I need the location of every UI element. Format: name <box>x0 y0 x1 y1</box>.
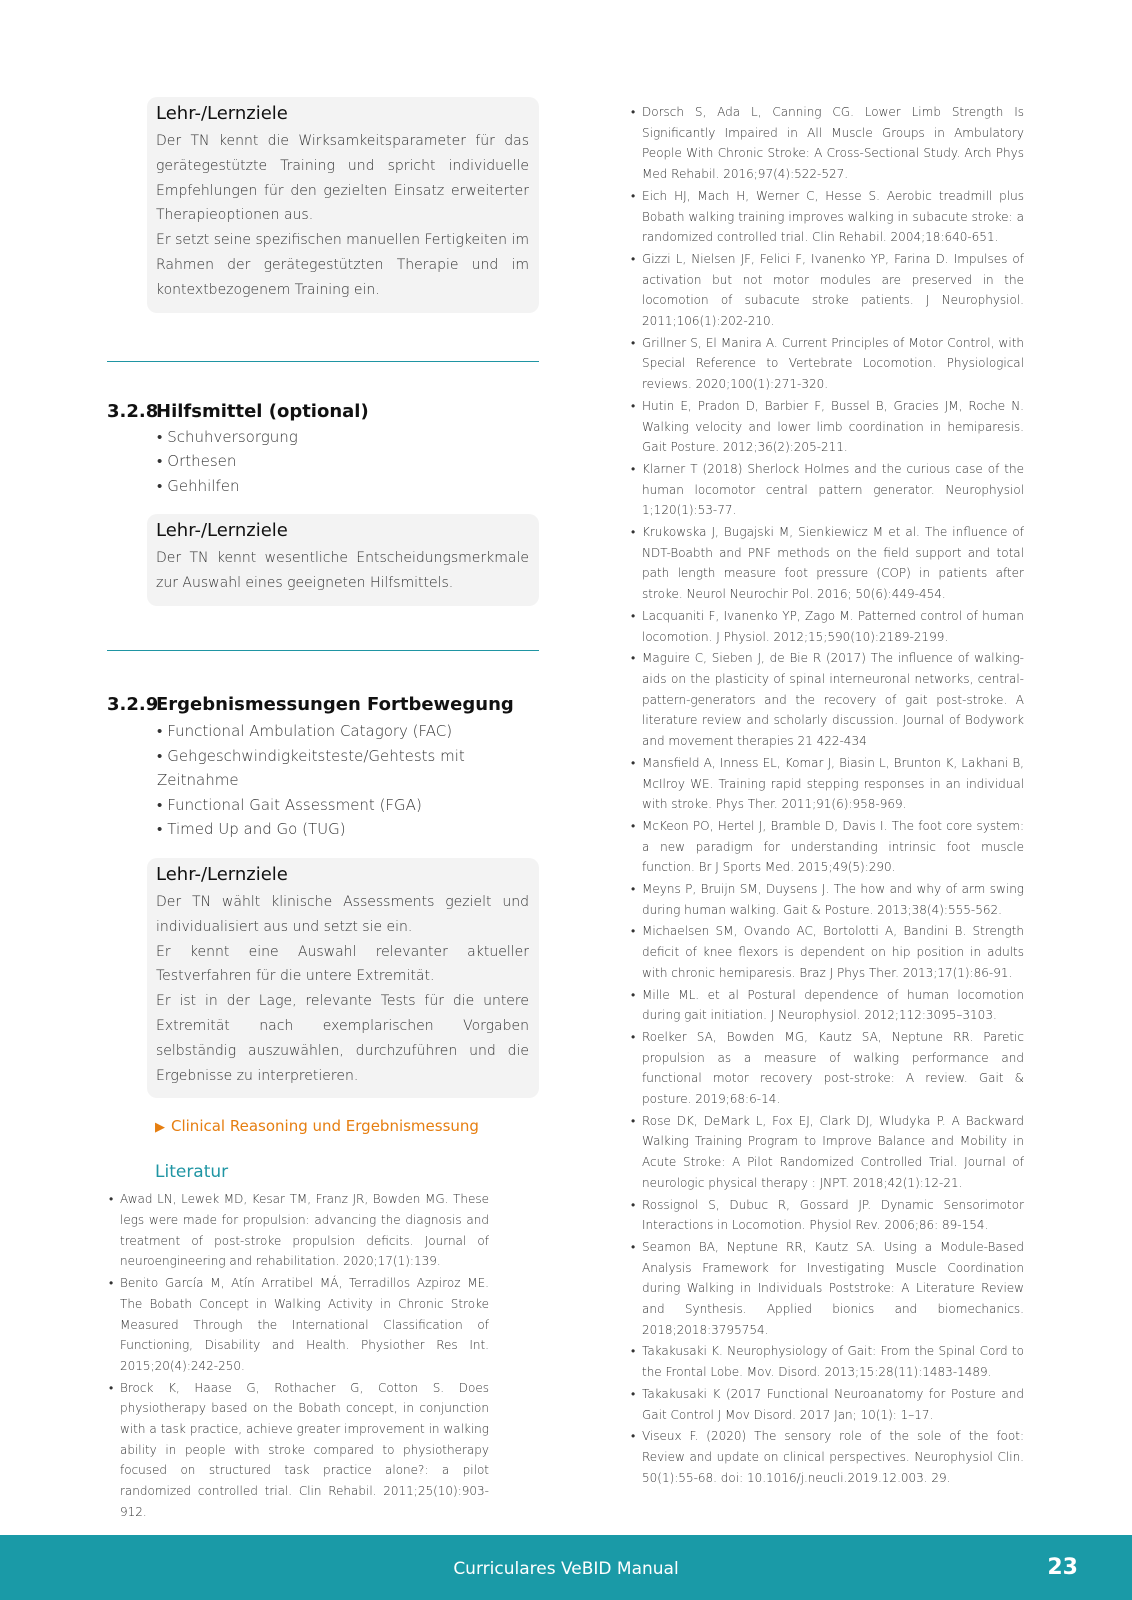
reference-item: • Michaelsen SM, Ovando AC, Bortolotti A, Bandini B. Strength deficit of knee flexors is dependent on hip position in adults with chronic hemiparesis. Braz J Phys Ther. 2013;17(1):86-91. <box>629 921 1024 983</box>
box-paragraph: Der TN kennt die Wirksamkeitsparameter für das gerätegestützte Training und spricht individuelle Empfehlungen für den gezielten Einsatz erweiterter Therapieoptionen aus. <box>156 133 529 224</box>
page-number: 23 <box>1047 1555 1078 1580</box>
reference-item: • Lacquaniti F, Ivanenko YP, Zago M. Patterned control of human locomotion. J Physiol. 2012;15;590(10):2189-2199. <box>629 606 1024 647</box>
box-paragraph: Der TN kennt wesentliche Entscheidungsmerkmale zur Auswahl eines geeigneten Hilfsmittels. <box>156 550 529 592</box>
section-heading-3-2-9 <box>107 693 539 717</box>
reference-item: • Krukowska J, Bugajski M, Sienkiewicz M et al. The influence of NDT-Boabth and PNF methods on the field support and total path length measure foot pressure (COP) in patients after stroke. Neurol Neurochir Pol. 2016; 50(6):449-454. <box>629 522 1024 605</box>
list-item: • Functional Ambulation Catagory (FAC) <box>157 719 539 744</box>
section-number: 3.2.8 <box>107 400 159 422</box>
reference-item: • Benito García M, Atín Arratibel MÁ, Terradillos Azpiroz ME. The Bobath Concept in Walking Activity in Chronic Stroke Measured Through the International Classification of Functioning, Disability and Health. Physiother Res Int. 2015;20(4):242-250. <box>107 1273 489 1377</box>
box-title: Lehr-/Lernziele <box>156 863 288 885</box>
box-paragraph: Er kennt eine Auswahl relevanter aktueller Testverfahren für die untere Extremität. <box>156 943 529 985</box>
section-heading-3-2-8 <box>107 400 539 424</box>
box-title: Lehr-/Lernziele <box>156 103 288 124</box>
reference-item: • Grillner S, El Manira A. Current Principles of Motor Control, with Special Reference to Vertebrate Locomotion. Physiological reviews. 2020;100(1):271-320. <box>629 333 1024 395</box>
reference-item: • Awad LN, Lewek MD, Kesar TM, Franz JR, Bowden MG. These legs were made for propulsion: advancing the diagnosis and treatment of post-stroke propulsion deficits. Journal of neuroengineering and rehabilitation. 2020;17(1):139. <box>107 1189 489 1272</box>
section-title: Hilfsmittel (optional) <box>156 400 369 422</box>
reference-item: • Meyns P, Bruijn SM, Duysens J. The how and why of arm swing during human walking. Gait & Posture. 2013;38(4):555-562. <box>629 879 1024 920</box>
section-title: Ergebnismessungen Fortbewegung <box>156 693 514 715</box>
reference-item: • Rossignol S, Dubuc R, Gossard JP. Dynamic Sensorimotor Interactions in Locomotion. Physiol Rev. 2006;86: 89-154. <box>629 1195 1024 1236</box>
section-divider <box>107 361 539 362</box>
learning-goals-box <box>147 514 539 606</box>
reference-item: • Viseux F. (2020) The sensory role of the sole of the foot: Review and update on clinical perspectives. Neurophysiol Clin. 50(1):55-68. doi: 10.1016/j.neucli.2019.12.003. 29. <box>629 1426 1024 1488</box>
reference-item: • Brock K, Haase G, Rothacher G, Cotton S. Does physiotherapy based on the Bobath concept, in conjunction with a task practice, achieve greater improvement in walking ability in people with stroke compared to physiotherapy focused on structured task practice alone?: a pilot randomized controlled trial. Clin Rehabil. 2011;25(10):903-912. <box>107 1378 489 1523</box>
learning-goals-box <box>147 858 539 1098</box>
reference-item: • Dorsch S, Ada L, Canning CG. Lower Limb Strength Is Significantly Impaired in All Muscle Groups in Ambulatory People With Chronic Stroke: A Cross-Sectional Study. Arch Phys Med Rehabil. 2016;97(4):522-527. <box>629 102 1024 185</box>
list-item: • Gehgeschwindigkeitsteste/Gehtests mit Zeitnahme <box>157 744 539 793</box>
reference-item: • Hutin E, Pradon D, Barbier F, Bussel B, Gracies JM, Roche N. Walking velocity and lower limb coordination in hemiparesis. Gait Posture. 2012;36(2):205-211. <box>629 396 1024 458</box>
reference-item: • Maguire C, Sieben J, de Bie R (2017) The influence of walking-aids on the plasticity of spinal interneuronal networks, central-pattern-generators and the recovery of gait post-stroke. A literature review and scholarly discussion. Journal of Bodywork and movement therapies 21 422-434 <box>629 648 1024 752</box>
reference-item: • Gizzi L, Nielsen JF, Felici F, Ivanenko YP, Farina D. Impulses of activation but not motor modules are preserved in the locomotion of subacute stroke patients. J Neurophysiol. 2011;106(1):202-210. <box>629 249 1024 332</box>
reference-item: • Rose DK, DeMark L, Fox EJ, Clark DJ, Wludyka P. A Backward Walking Training Program to Improve Balance and Mobility in Acute Stroke: A Pilot Randomized Controlled Trial. Journal of neurologic physical therapy : JNPT. 2018;42(1):12-21. <box>629 1111 1024 1194</box>
reference-item: • McKeon PO, Hertel J, Bramble D, Davis I. The foot core system: a new paradigm for understanding intrinsic foot muscle function. Br J Sports Med. 2015;49(5):290. <box>629 816 1024 878</box>
link-label: Clinical Reasoning und Ergebnismessung <box>171 1117 479 1136</box>
literature-list-left <box>107 1189 489 1522</box>
assessments-list <box>107 719 539 842</box>
section-number: 3.2.9 <box>107 693 159 715</box>
reference-item: • Seamon BA, Neptune RR, Kautz SA. Using a Module-Based Analysis Framework for Investigating Muscle Coordination during Walking in Individuals Poststroke: A Literature Review and Synthesis. Applied bionics and biomechanics. 2018;2018:3795754. <box>629 1237 1024 1341</box>
reference-item: • Roelker SA, Bowden MG, Kautz SA, Neptune RR. Paretic propulsion as a measure of walking performance and functional motor recovery post-stroke: A review. Gait & posture. 2019;68:6-14. <box>629 1027 1024 1110</box>
box-paragraph: Der TN wählt klinische Assessments gezielt und individualisiert aus und setzt sie ein. <box>156 893 529 935</box>
box-title: Lehr-/Lernziele <box>156 520 288 542</box>
list-item: • Gehhilfen <box>157 474 539 499</box>
page-footer <box>0 1535 1132 1600</box>
literature-list-right <box>629 102 1024 1488</box>
section-divider <box>107 650 539 651</box>
left-column <box>107 97 539 1524</box>
list-item: • Timed Up and Go (TUG) <box>157 817 539 842</box>
aids-list <box>107 425 539 499</box>
reference-item: • Takakusaki K. Neurophysiology of Gait: From the Spinal Cord to the Frontal Lobe. Mov. Disord. 2013;15:28(11):1483-1489. <box>629 1341 1024 1382</box>
literature-heading: Literatur <box>155 1162 229 1183</box>
list-item: • Schuhversorgung <box>157 425 539 450</box>
footer-title: Curriculares VeBID Manual <box>453 1559 679 1579</box>
box-paragraph: Er setzt seine spezifischen manuellen Fertigkeiten im Rahmen der gerätegestützten Therapie und im kontextbezogenem Training ein. <box>156 232 529 298</box>
clinical-reasoning-link[interactable] <box>155 1115 539 1139</box>
learning-goals-box <box>147 97 539 313</box>
list-item: • Orthesen <box>157 449 539 474</box>
reference-item: • Mansfield A, Inness EL, Komar J, Biasin L, Brunton K, Lakhani B, McIlroy WE. Training rapid stepping responses in an individual with stroke. Phys Ther. 2011;91(6):958-969. <box>629 753 1024 815</box>
reference-item: • Eich HJ, Mach H, Werner C, Hesse S. Aerobic treadmill plus Bobath walking training improves walking in subacute stroke: a randomized controlled trial. Clin Rehabil. 2004;18:640-651. <box>629 186 1024 248</box>
right-column <box>629 102 1024 1489</box>
box-paragraph: Er ist in der Lage, relevante Tests für die untere Extremität nach exemplarischen Vorgaben selbständig auszuwählen, durchzuführen und die Ergebnisse zu interpretieren. <box>156 993 529 1084</box>
play-triangle-icon: ▶ <box>155 1120 165 1136</box>
reference-item: • Mille ML. et al Postural dependence of human locomotion during gait initiation. J Neurophysiol. 2012;112:3095–3103. <box>629 985 1024 1026</box>
list-item: • Functional Gait Assessment (FGA) <box>157 793 539 818</box>
reference-item: • Klarner T (2018) Sherlock Holmes and the curious case of the human locomotor central pattern generator. Neurophysiol 1;120(1):53-77. <box>629 459 1024 521</box>
reference-item: • Takakusaki K (2017 Functional Neuroanatomy for Posture and Gait Control J Mov Disord. 2017 Jan; 10(1): 1–17. <box>629 1384 1024 1425</box>
